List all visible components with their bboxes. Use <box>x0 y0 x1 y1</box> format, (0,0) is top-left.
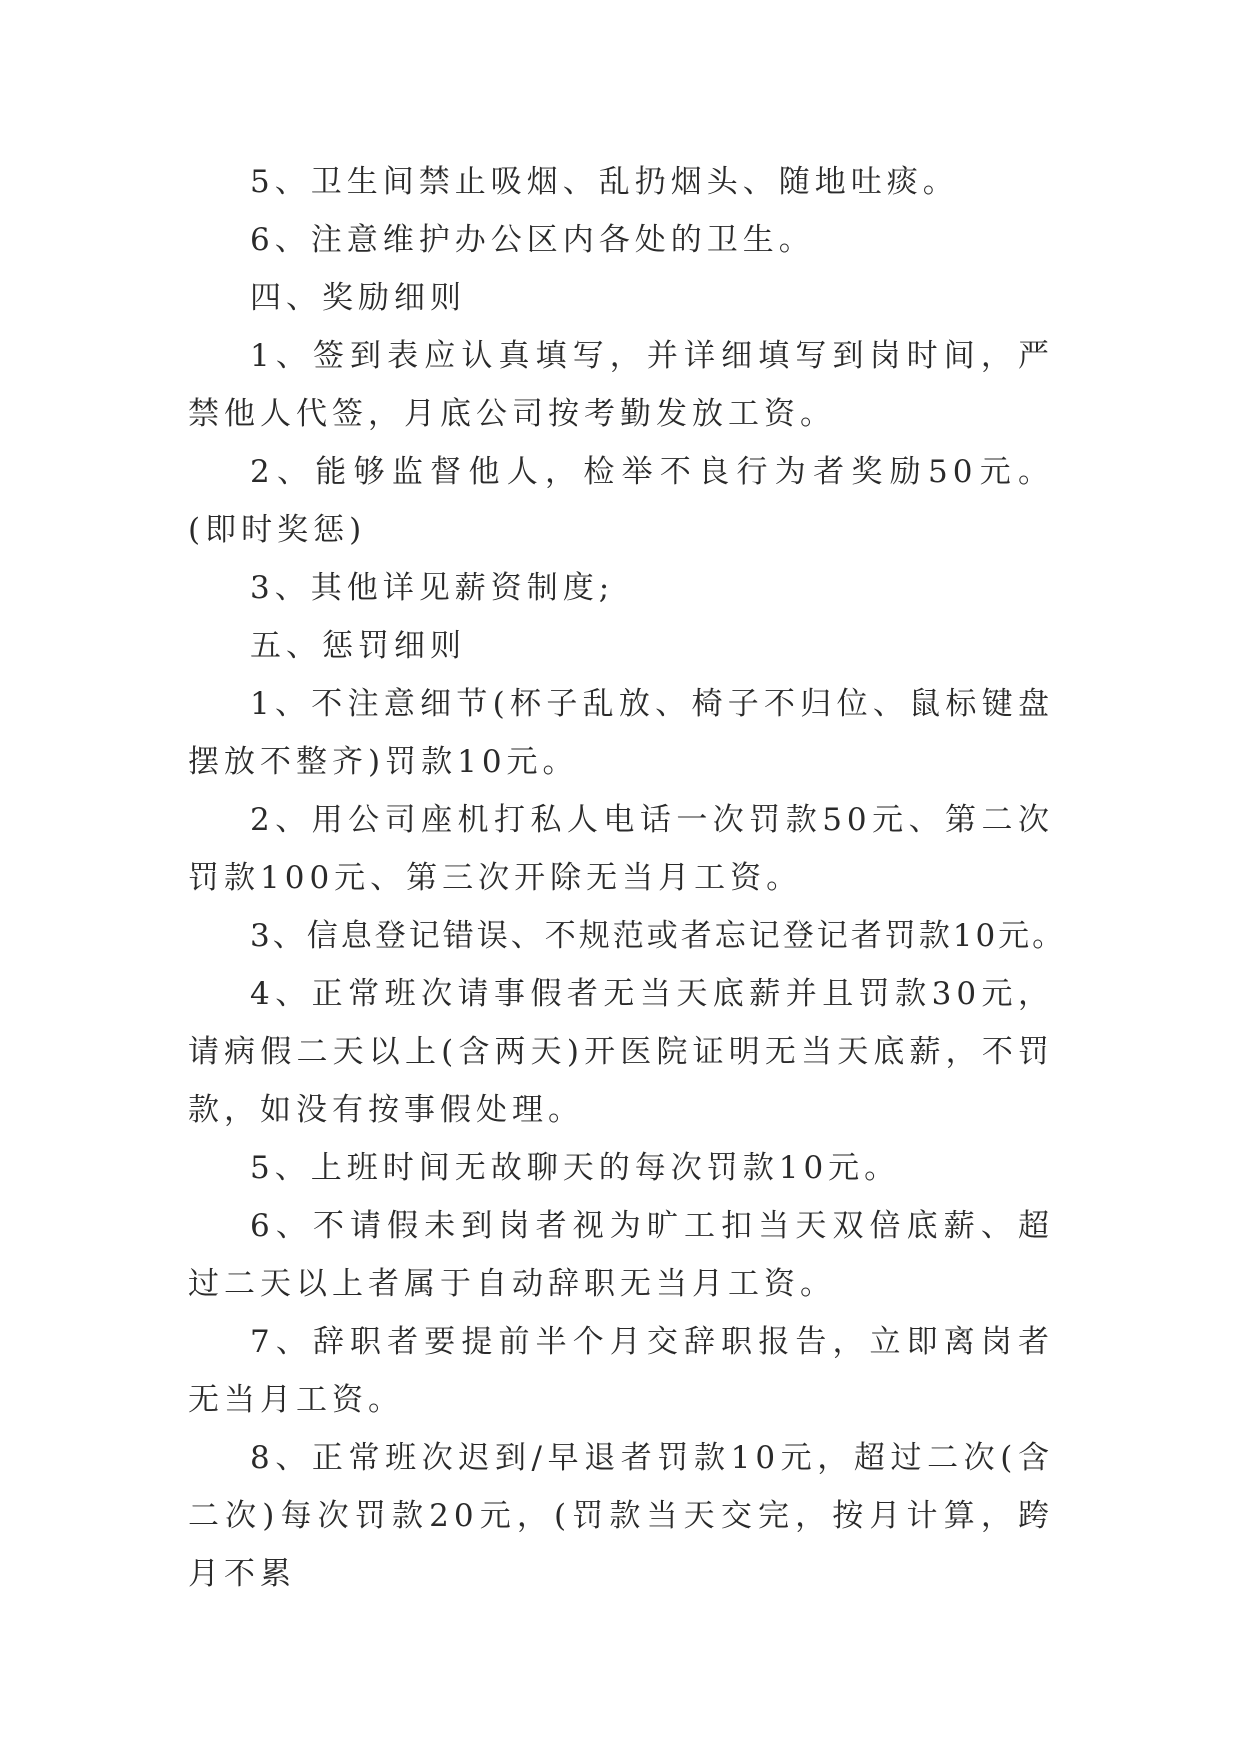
section-heading: 五、惩罚细则 <box>250 628 466 664</box>
paragraph: 2、能够监督他人，检举不良行为者奖励50元。(即时奖惩) <box>188 454 1054 548</box>
paragraph: 8、正常班次迟到/早退者罚款10元，超过二次(含二次)每次罚款20元，(罚款当天交完，按月计算，跨月不累 <box>188 1440 1054 1592</box>
paragraph: 6、不请假未到岗者视为旷工扣当天双倍底薪、超过二天以上者属于自动辞职无当月工资。 <box>188 1208 1054 1302</box>
paragraph: 3、其他详见薪资制度; <box>250 570 615 606</box>
paragraph: 1、签到表应认真填写，并详细填写到岗时间，严禁他人代签，月底公司按考勤发放工资。 <box>188 338 1054 432</box>
paragraph: 6、注意维护办公区内各处的卫生。 <box>250 222 815 258</box>
paragraph: 7、辞职者要提前半个月交辞职报告，立即离岗者无当月工资。 <box>188 1324 1054 1418</box>
paragraph: 5、卫生间禁止吸烟、乱扔烟头、随地吐痰。 <box>250 164 959 200</box>
paragraph: 1、不注意细节(杯子乱放、椅子不归位、鼠标键盘摆放不整齐)罚款10元。 <box>188 686 1054 780</box>
section-heading: 四、奖励细则 <box>250 280 466 316</box>
document-body <box>188 153 1067 1603</box>
paragraph: 4、正常班次请事假者无当天底薪并且罚款30元，请病假二天以上(含两天)开医院证明无当天底薪，不罚款，如没有按事假处理。 <box>188 976 1054 1128</box>
paragraph: 3、信息登记错误、不规范或者忘记登记者罚款10元。 <box>250 918 1067 954</box>
paragraph: 5、上班时间无故聊天的每次罚款10元。 <box>250 1150 901 1186</box>
paragraph: 2、用公司座机打私人电话一次罚款50元、第二次罚款100元、第三次开除无当月工资。 <box>188 802 1054 896</box>
